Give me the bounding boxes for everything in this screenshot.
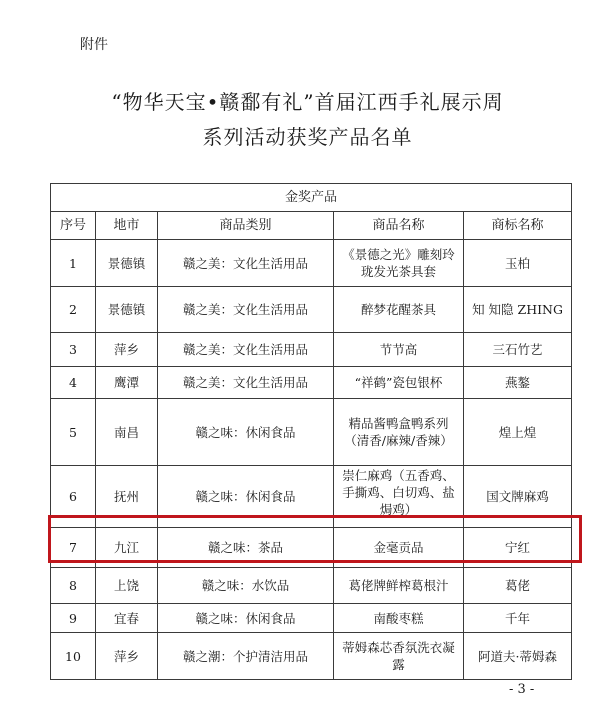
row-city: 鹰潭 [96,367,158,399]
row-city: 南昌 [96,399,158,466]
table-row [51,399,572,466]
row-category: 赣之潮：个护清洁用品 [158,633,334,680]
row-category: 赣之美：文化生活用品 [158,287,334,333]
row-brand: 玉柏 [464,240,572,287]
row-brand: 煌上煌 [464,399,572,466]
row-city: 景德镇 [96,287,158,333]
row-city: 上饶 [96,568,158,604]
row-city: 九江 [96,528,158,568]
row-category: 赣之味：休闲食品 [158,604,334,633]
row-brand: 国文牌麻鸡 [464,466,572,528]
section-header-row [51,184,572,212]
row-brand: 知 知隐 ZHING [464,287,572,333]
row-brand: 宁红 [464,528,572,568]
table-row [51,333,572,367]
row-brand: 阿道夫·蒂姆森 [464,633,572,680]
col-header-product: 商品名称 [334,212,464,240]
row-city: 景德镇 [96,240,158,287]
row-no: 6 [51,466,96,528]
row-category: 赣之味：茶品 [158,528,334,568]
table-row [51,604,572,633]
row-city: 宜春 [96,604,158,633]
row-no: 4 [51,367,96,399]
document-title-line-1: “物华天宝•赣鄱有礼”首届江西手礼展示周 [111,90,504,114]
row-category: 赣之味：水饮品 [158,568,334,604]
row-product-text: 崇仁麻鸡（五香鸡、手撕鸡、白切鸡、盐焗鸡） [342,467,455,517]
row-no: 5 [51,399,96,466]
row-no: 2 [51,287,96,333]
table-row [51,633,572,680]
page-number: - 3 - [509,682,535,697]
row-city: 抚州 [96,466,158,528]
row-product: “祥鹤”瓷包银杯 [334,367,464,399]
row-category: 赣之美：文化生活用品 [158,240,334,287]
row-brand: 燕鏊 [464,367,572,399]
table-row [51,568,572,604]
column-header-row [51,212,572,240]
table-row [51,367,572,399]
row-product: 《景德之光》雕刻玲珑发光茶具套 [334,240,464,287]
col-header-brand: 商标名称 [464,212,572,240]
row-product: 节节高 [334,333,464,367]
row-no: 8 [51,568,96,604]
document-title-line-2: 系列活动获奖产品名单 [202,125,413,149]
col-header-category: 商品类别 [158,212,334,240]
row-product: 蒂姆森芯香氛洗衣凝露 [334,633,464,680]
row-city: 萍乡 [96,633,158,680]
row-no: 9 [51,604,96,633]
row-no: 10 [51,633,96,680]
row-product: 醉梦花醒茶具 [334,287,464,333]
row-product: 精品酱鸭盒鸭系列（清香/麻辣/香辣） [334,399,464,466]
row-product: 金毫贡品 [334,528,464,568]
attachment-label: 附件 [80,37,108,53]
row-product: 葛佬牌鲜榨葛根汁 [334,568,464,604]
table-row [51,240,572,287]
row-category: 赣之味：休闲食品 [158,466,334,528]
row-product: 南酸枣糕 [334,604,464,633]
col-header-city: 地市 [96,212,158,240]
row-no: 3 [51,333,96,367]
row-brand: 千年 [464,604,572,633]
row-category: 赣之味：休闲食品 [158,399,334,466]
row-category: 赣之美：文化生活用品 [158,367,334,399]
row-brand: 葛佬 [464,568,572,604]
col-header-no: 序号 [51,212,96,240]
row-no: 7 [51,528,96,568]
section-title: 金奖产品 [51,184,572,212]
highlight-box [48,515,582,563]
row-brand: 三石竹艺 [464,333,572,367]
row-no: 1 [51,240,96,287]
row-category: 赣之美：文化生活用品 [158,333,334,367]
table-row [51,287,572,333]
award-products-table [50,183,572,680]
row-city: 萍乡 [96,333,158,367]
